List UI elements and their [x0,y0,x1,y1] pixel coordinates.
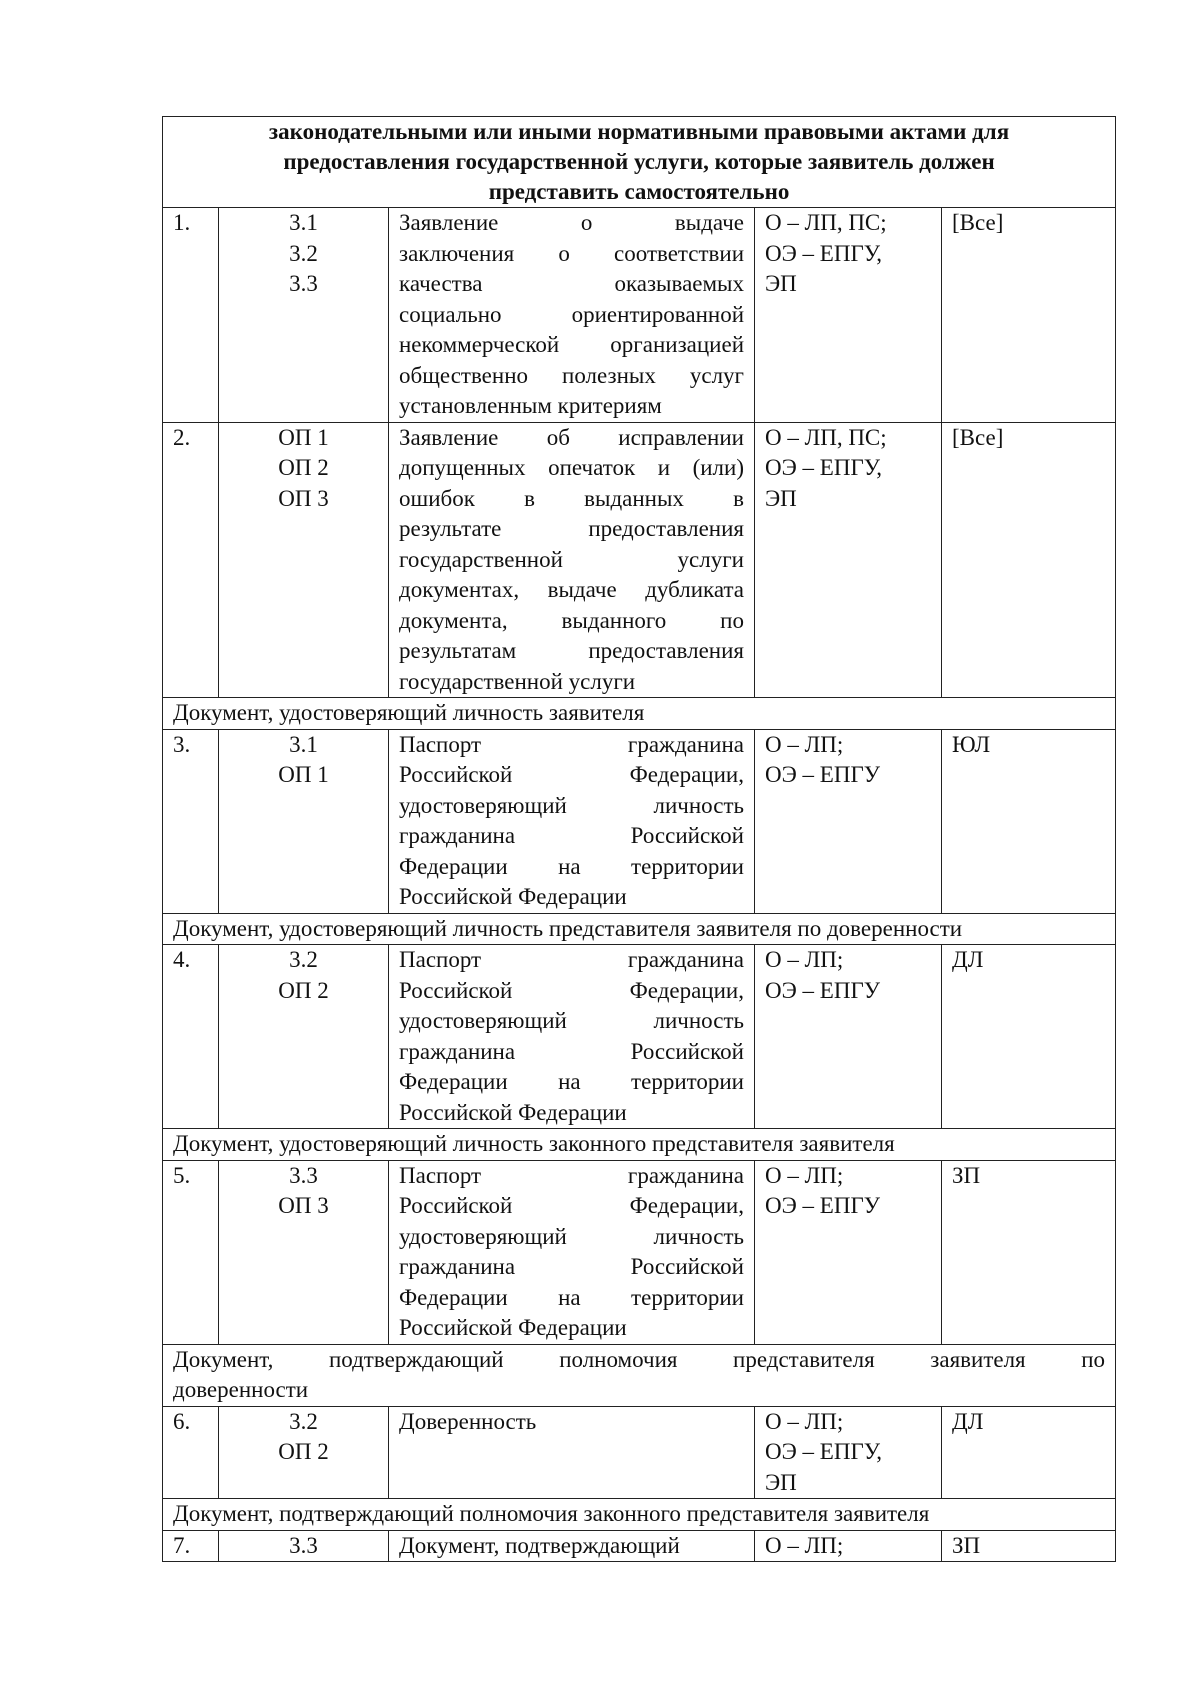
applicant-category-cell [942,208,1116,423]
section-title-row [163,698,1116,730]
submission-form-line: ОЭ – ЕПГУ, [765,455,883,480]
section-title-row [163,913,1116,945]
document-name-line: гражданина Российской [399,1254,744,1279]
document-name-line: документах, выдаче дубликата [399,577,744,602]
document-name-cell [389,1160,755,1344]
applicant-category-cell [942,1160,1116,1344]
table-row [163,422,1116,698]
document-name-line: Паспорт гражданина [399,1162,744,1188]
section-title-cell [163,1129,1116,1161]
submission-form-cell [755,1530,942,1562]
applicant-category: ДЛ [952,947,984,972]
row-code: ОП 3 [278,485,329,511]
submission-form-line: О – ЛП, ПС; [765,210,887,235]
section-title-line: Документ, подтверждающий полномочия законного представителя заявителя [173,1501,930,1526]
row-code: 3.2 [289,240,318,266]
row-code: 3.3 [289,1162,318,1188]
document-name-line: Паспорт гражданина [399,731,744,757]
document-name-line: Паспорт гражданина [399,947,744,972]
row-codes-cell [219,422,389,698]
document-name-line: удостоверяющий личность [399,1223,744,1249]
row-number-cell [163,208,219,423]
row-number: 7. [173,1532,191,1558]
document-name-line: удостоверяющий личность [399,1008,744,1033]
document-name-line: Российской Федерации, [399,1193,744,1218]
document-name-line: государственной услуги [399,668,636,694]
submission-form-line: ЭП [765,1469,797,1495]
document-name-line: Российской Федерации [399,884,627,909]
applicant-category: ДЛ [952,1408,984,1434]
document-name-line: Заявление об исправлении [399,424,744,450]
applicant-category-cell [942,729,1116,913]
submission-form-cell [755,729,942,913]
applicant-category-cell [942,422,1116,698]
row-number-cell [163,1530,219,1562]
table-header-cell [163,117,1116,208]
row-code: 3.3 [289,271,318,296]
submission-form-line: ОЭ – ЕПГУ, [765,1439,883,1464]
row-code: ОП 2 [278,1439,329,1464]
header-line: предоставления государственной услуги, которые заявитель должен [283,149,995,174]
document-name-line: Доверенность [399,1408,537,1434]
row-codes-cell [219,945,389,1129]
applicant-category: ЮЛ [952,731,991,757]
submission-form-line: ОЭ – ЕПГУ [765,762,881,787]
document-name-line: гражданина Российской [399,823,744,848]
section-title-line: Документ, удостоверяющий личность законного представителя заявителя [173,1131,895,1156]
table-row [163,208,1116,423]
header-line: представить самостоятельно [488,179,790,204]
row-number: 4. [173,947,191,972]
row-number: 1. [173,210,191,235]
section-title-cell [163,1499,1116,1531]
submission-form-cell [755,945,942,1129]
row-code: 3.1 [289,210,318,235]
row-code: 3.3 [289,1532,318,1558]
document-name-line: социально ориентированной [399,301,744,327]
table-row [163,945,1116,1129]
section-title-line: Документ, удостоверяющий личность заявителя [173,700,645,725]
submission-form-line: ЭП [765,485,797,511]
requirements-table [162,116,1116,1562]
row-code: 3.2 [289,947,318,972]
row-codes-cell [219,1530,389,1562]
document-name-line: качества оказываемых [399,271,744,296]
row-code: ОП 2 [278,455,329,480]
document-name-line: результатам предоставления [399,638,744,663]
submission-form-line: О – ЛП, ПС; [765,424,887,450]
document-name-cell [389,729,755,913]
section-title-row [163,1344,1116,1406]
section-title-line: Документ, подтверждающий полномочия представителя заявителя по [173,1346,1106,1372]
row-number-cell [163,1160,219,1344]
document-name-line: установленным критериям [399,393,662,418]
applicant-category: ЗП [952,1162,981,1188]
table-row [163,1530,1116,1562]
document-name-line: Российской Федерации, [399,762,744,787]
document-name-line: государственной услуги [399,546,744,572]
row-number-cell [163,945,219,1129]
document-name-line: допущенных опечаток и (или) [399,455,744,480]
applicant-category-cell [942,1406,1116,1499]
document-name-line: результате предоставления [399,516,744,541]
section-title-line: доверенности [173,1377,309,1402]
submission-form-cell [755,1160,942,1344]
row-codes-cell [219,1406,389,1499]
row-code: 3.2 [289,1408,318,1434]
submission-form-line: О – ЛП; [765,1162,844,1188]
submission-form-line: О – ЛП; [765,1532,844,1558]
submission-form-line: О – ЛП; [765,731,844,757]
applicant-category: ЗП [952,1532,981,1558]
row-number: 3. [173,731,191,757]
row-code: ОП 2 [278,977,329,1003]
row-number-cell [163,422,219,698]
section-title-row [163,1129,1116,1161]
table-row [163,729,1116,913]
row-code: 3.1 [289,731,318,757]
submission-form-line: ОЭ – ЕПГУ [765,977,881,1003]
section-title-row [163,1499,1116,1531]
submission-form-cell [755,208,942,423]
document-name-line: Заявление о выдаче [399,210,744,235]
submission-form-line: О – ЛП; [765,1408,844,1434]
document-name-line: Документ, подтверждающий [399,1532,680,1558]
row-number: 2. [173,424,191,450]
applicant-category-cell [942,945,1116,1129]
row-codes-cell [219,1160,389,1344]
row-codes-cell [219,208,389,423]
row-number: 6. [173,1408,191,1434]
document-name-line: заключения о соответствии [399,240,744,266]
submission-form-line: ОЭ – ЕПГУ, [765,240,883,266]
section-title-cell [163,913,1116,945]
submission-form-cell [755,422,942,698]
row-code: ОП 1 [278,762,329,787]
document-name-line: Российской Федерации, [399,977,744,1003]
document-name-line: некоммерческой организацией [399,332,744,357]
section-title-cell [163,698,1116,730]
document-name-cell [389,422,755,698]
document-name-line: Федерации на территории [399,853,744,879]
document-name-line: Российской Федерации [399,1315,627,1340]
applicant-category-cell [942,1530,1116,1562]
section-title-line: Документ, удостоверяющий личность представителя заявителя по доверенности [173,915,963,941]
document-name-line: удостоверяющий личность [399,792,744,818]
submission-form-cell [755,1406,942,1499]
document-name-line: гражданина Российской [399,1038,744,1064]
document-name-line: ошибок в выданных в [399,485,744,511]
document-name-line: Федерации на территории [399,1284,744,1310]
row-number-cell [163,729,219,913]
applicant-category: [Все] [952,210,1004,235]
section-title-cell [163,1344,1116,1406]
document-name-cell [389,1530,755,1562]
document-name-line: Федерации на территории [399,1069,744,1094]
submission-form-line: ЭП [765,271,797,296]
document-name-line: Российской Федерации [399,1099,627,1125]
row-code: ОП 1 [278,424,329,450]
row-number-cell [163,1406,219,1499]
submission-form-line: ОЭ – ЕПГУ [765,1193,881,1218]
table-row [163,1160,1116,1344]
applicant-category: [Все] [952,424,1004,450]
table-header-row [163,117,1116,208]
document-name-line: общественно полезных услуг [399,362,744,388]
row-number: 5. [173,1162,191,1188]
row-codes-cell [219,729,389,913]
header-line: законодательными или иными нормативными правовыми актами для [268,119,1010,144]
document-name-cell [389,208,755,423]
row-code: ОП 3 [278,1193,329,1218]
submission-form-line: О – ЛП; [765,947,844,972]
document-name-line: документа, выданного по [399,607,744,633]
document-name-cell [389,945,755,1129]
document-name-cell [389,1406,755,1499]
table-row [163,1406,1116,1499]
